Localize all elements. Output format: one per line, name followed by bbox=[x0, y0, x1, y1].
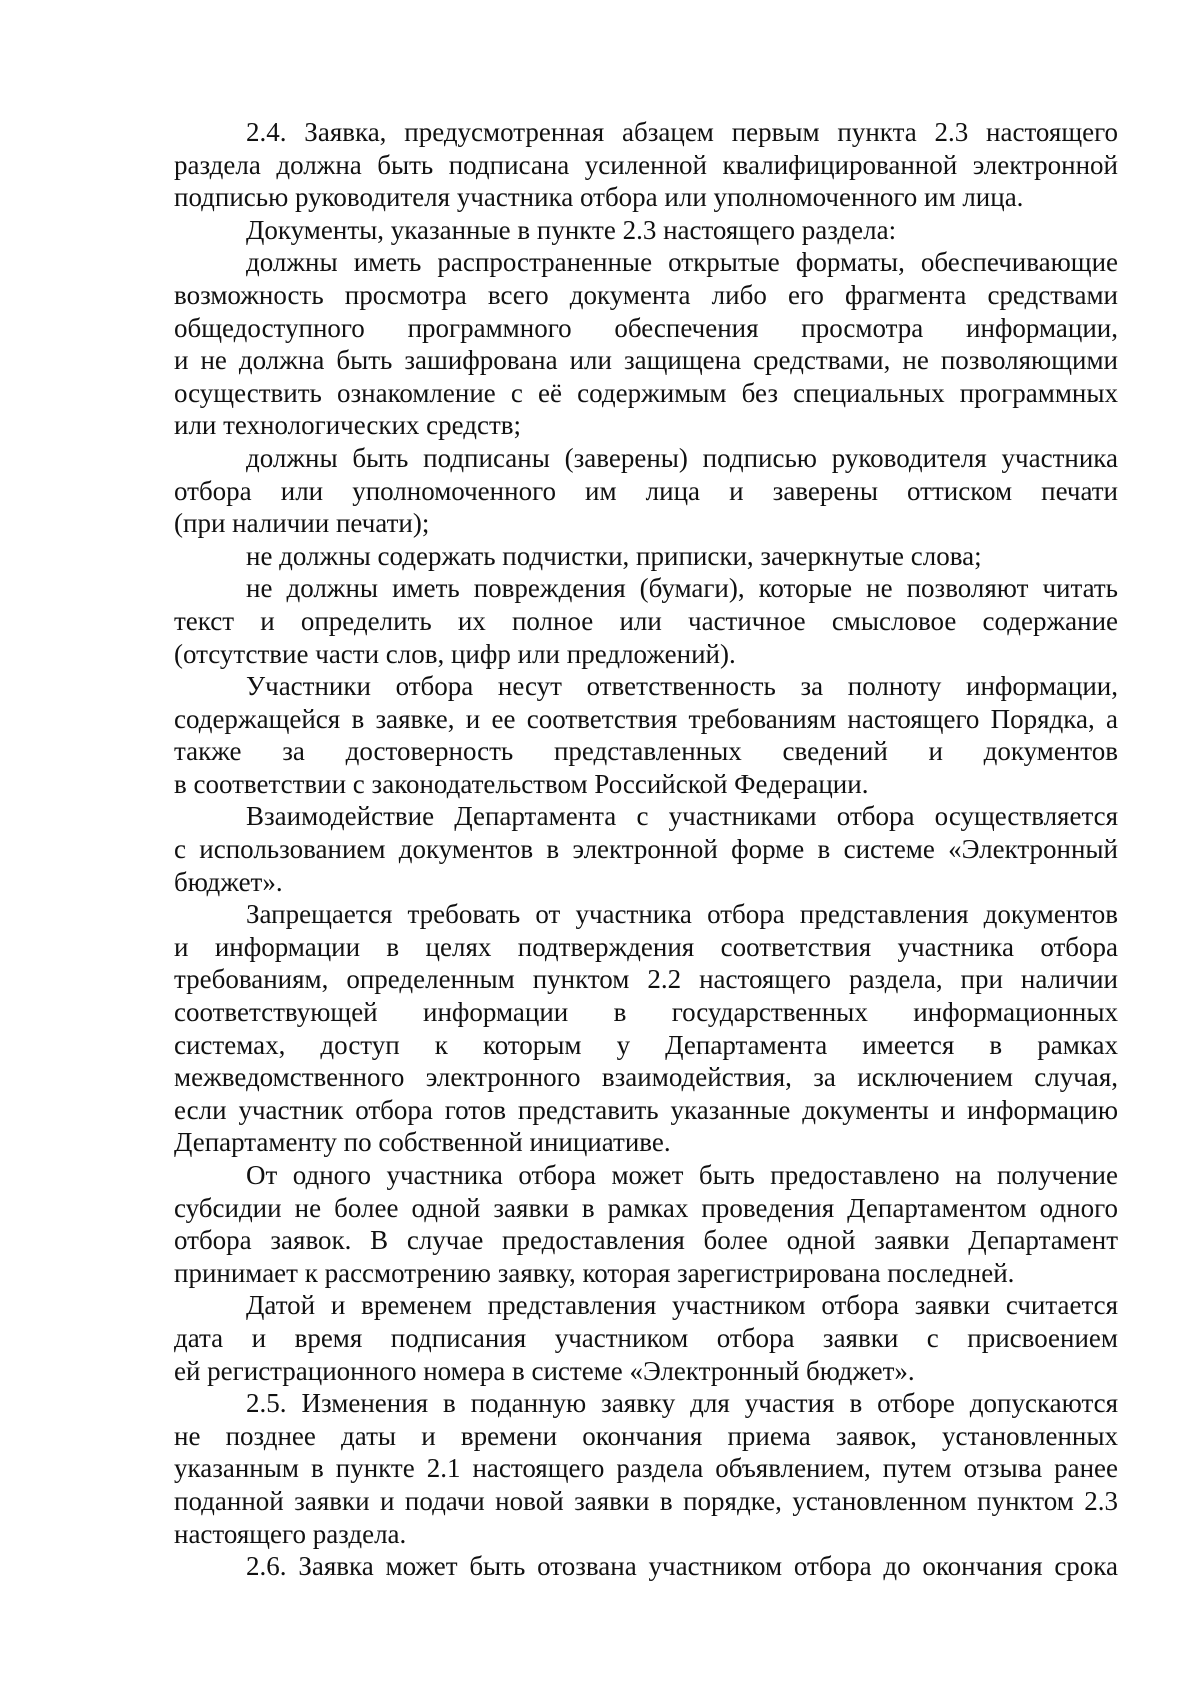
paragraph-2-6 bbox=[174, 1550, 1118, 1583]
text-line: (отсутствие части слов, цифр или предложений). bbox=[174, 638, 736, 669]
text-line: соответствующей информации в государственных информационных bbox=[174, 997, 1118, 1028]
text-line: и информации в целях подтверждения соответствия участника отбора bbox=[174, 931, 1118, 962]
document-body bbox=[174, 116, 1118, 1583]
paragraph-prohibited bbox=[174, 898, 1118, 1159]
text-line: субсидии не более одной заявки в рамках проведения Департаментом одного bbox=[174, 1192, 1118, 1223]
text-line: не позднее даты и времени окончания приема заявок, установленных bbox=[174, 1420, 1118, 1451]
text-line: общедоступного программного обеспечения просмотра информации, bbox=[174, 312, 1118, 343]
text-line: Участники отбора несут ответственность за полноту информации, bbox=[246, 671, 1118, 702]
text-line: бюджет». bbox=[174, 866, 283, 897]
text-line: поданной заявки и подачи новой заявки в порядке, установленном пунктом 2.3 bbox=[174, 1485, 1118, 1516]
text-line: подписью руководителя участника отбора или уполномоченного им лица. bbox=[174, 182, 1024, 213]
paragraph-date-time bbox=[174, 1289, 1118, 1387]
text-line: должны быть подписаны (заверены) подписью руководителя участника bbox=[246, 442, 1118, 473]
paragraph-one-application bbox=[174, 1159, 1118, 1289]
text-line: От одного участника отбора может быть предоставлено на получение bbox=[246, 1160, 1118, 1190]
text-line: отбора или уполномоченного им лица и заверены оттиском печати bbox=[174, 475, 1118, 506]
text-line: Взаимодействие Департамента с участниками отбора осуществляется bbox=[246, 801, 1118, 832]
text-line: настоящего раздела. bbox=[174, 1518, 407, 1549]
text-line: раздела должна быть подписана усиленной квалифицированной электронной bbox=[174, 149, 1118, 180]
text-line: должны иметь распространенные открытые форматы, обеспечивающие bbox=[246, 247, 1118, 278]
text-line: 2.6. Заявка может быть отозвана участником отбора до окончания срока bbox=[246, 1551, 1118, 1582]
text-line: не должны иметь повреждения (бумаги), которые не позволяют читать bbox=[246, 573, 1118, 604]
text-line: 2.5. Изменения в поданную заявку для участия в отборе допускаются bbox=[246, 1388, 1118, 1419]
text-line: содержащейся в заявке, и ее соответствия требованиям настоящего Порядка, а bbox=[174, 703, 1118, 734]
text-line: указанным в пункте 2.1 настоящего раздела объявлением, путем отзыва ранее bbox=[174, 1453, 1118, 1484]
text-line: принимает к рассмотрению заявку, которая зарегистрирована последней. bbox=[174, 1257, 1015, 1288]
text-line: возможность просмотра всего документа либо его фрагмента средствами bbox=[174, 279, 1118, 310]
text-line: с использованием документов в электронной форме в системе «Электронный bbox=[174, 834, 1118, 865]
text-line: отбора заявок. В случае предоставления более одной заявки Департамент bbox=[174, 1225, 1118, 1256]
text-line: не должны содержать подчистки, приписки, зачеркнутые слова; bbox=[246, 540, 982, 571]
text-line: также за достоверность представленных сведений и документов bbox=[174, 736, 1118, 767]
text-line: и не должна быть зашифрована или защищена средствами, не позволяющими bbox=[174, 345, 1118, 376]
text-line: в соответствии с законодательством Российской Федерации. bbox=[174, 768, 869, 799]
paragraph-signed bbox=[174, 442, 1118, 540]
text-line: Запрещается требовать от участника отбора представления документов bbox=[246, 899, 1118, 930]
paragraph-no-damage bbox=[174, 572, 1118, 670]
paragraph-2-4 bbox=[174, 116, 1118, 214]
text-line: Департаменту по собственной инициативе. bbox=[174, 1127, 671, 1158]
text-line: требованиям, определенным пунктом 2.2 настоящего раздела, при наличии bbox=[174, 964, 1118, 995]
paragraph-documents bbox=[174, 214, 1118, 247]
text-line: Документы, указанные в пункте 2.3 настоящего раздела: bbox=[246, 214, 897, 245]
text-line: Датой и временем представления участником отбора заявки считается bbox=[246, 1290, 1118, 1321]
paragraph-2-5 bbox=[174, 1387, 1118, 1550]
text-line: 2.4. Заявка, предусмотренная абзацем первым пункта 2.3 настоящего bbox=[246, 117, 1118, 147]
text-line: системах, доступ к которым у Департамента имеется в рамках bbox=[174, 1029, 1118, 1060]
paragraph-responsibility bbox=[174, 670, 1118, 800]
text-line: текст и определить их полное или частичное смысловое содержание bbox=[174, 605, 1118, 636]
text-line: дата и время подписания участником отбора заявки с присвоением bbox=[174, 1322, 1118, 1353]
text-line: (при наличии печати); bbox=[174, 508, 430, 539]
text-line: осуществить ознакомление с её содержимым без специальных программных bbox=[174, 377, 1118, 408]
paragraph-formats bbox=[174, 246, 1118, 442]
text-line: межведомственного электронного взаимодействия, за исключением случая, bbox=[174, 1062, 1118, 1093]
text-line: или технологических средств; bbox=[174, 410, 522, 441]
paragraph-interaction bbox=[174, 800, 1118, 898]
text-line: если участник отбора готов представить указанные документы и информацию bbox=[174, 1094, 1118, 1125]
text-line: ей регистрационного номера в системе «Электронный бюджет». bbox=[174, 1355, 915, 1386]
paragraph-no-erasures bbox=[174, 540, 1118, 573]
